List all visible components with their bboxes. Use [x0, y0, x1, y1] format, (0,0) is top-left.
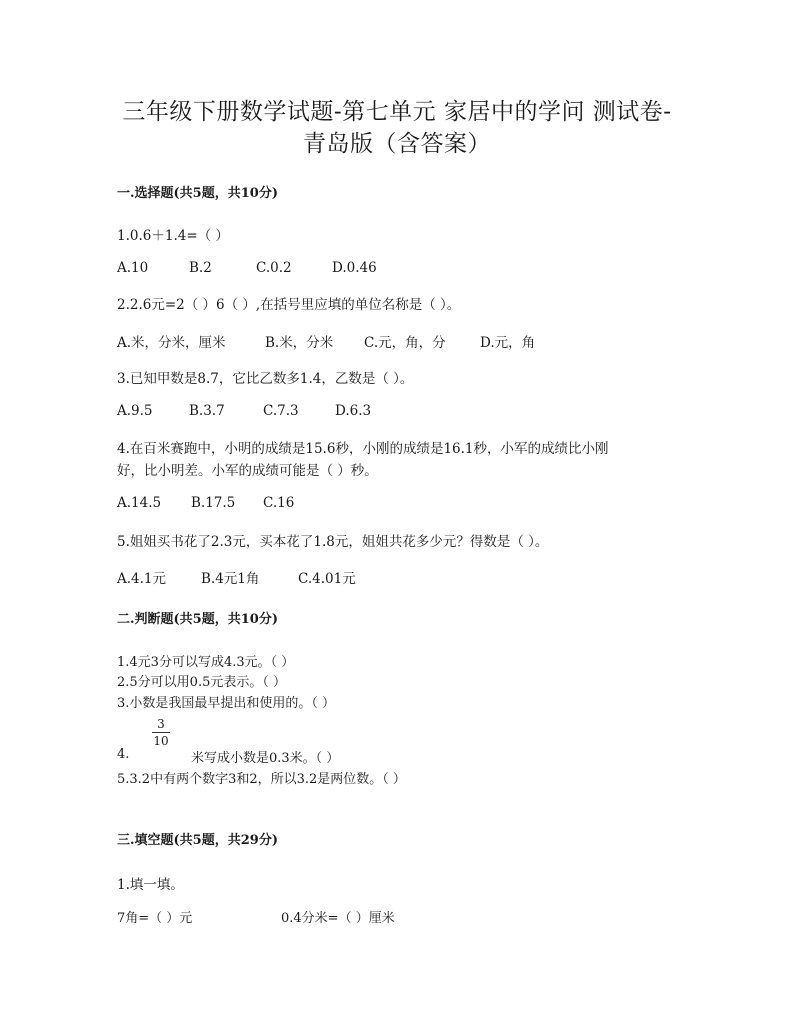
section-heading-judge: 二.判断题(共5题，共10分) — [117, 612, 278, 627]
choice-q2-option-d: D.元，角 — [480, 335, 536, 351]
title-line-2: 青岛版（含答案） — [303, 131, 491, 157]
choice-q2-options — [117, 331, 535, 351]
choice-q5-option-b: B.4元1角 — [201, 571, 260, 587]
judge-q4-fraction — [152, 717, 170, 748]
choice-q1-option-a: A.10 — [117, 260, 149, 276]
choice-q1-option-b: B.2 — [189, 260, 212, 276]
choice-q3-stem: 3.已知甲数是8.7，它比乙数多1.4，乙数是（ ）。 — [117, 371, 414, 387]
fraction-denominator: 10 — [153, 734, 169, 748]
choice-q3-option-b: B.3.7 — [189, 403, 225, 419]
choice-q4-option-b: B.17.5 — [191, 495, 236, 511]
choice-q3-option-d: D.6.3 — [335, 403, 372, 419]
choice-q1-option-d: D.0.46 — [332, 260, 377, 276]
choice-q3-option-a: A.9.5 — [117, 403, 153, 419]
fill-q1-stem: 1.填一填。 — [117, 877, 184, 893]
choice-q2-option-c: C.元，角，分 — [364, 335, 446, 351]
choice-q5-stem: 5.姐姐买书花了2.3元，买本花了1.8元，姐姐共花多少元？得数是（ ）。 — [117, 534, 549, 550]
judge-q1: 1.4元3分可以写成4.3元。（ ） — [117, 655, 295, 670]
fill-item-b: 0.4分米=（ ）厘米 — [281, 911, 395, 926]
choice-q2-option-a: A.米，分米，厘米 — [117, 335, 226, 351]
judge-q2: 2.5分可以用0.5元表示。（ ） — [117, 675, 286, 690]
choice-q1-option-c: C.0.2 — [256, 260, 292, 276]
choice-q1-stem: 1.0.6＋1.4=（ ） — [117, 228, 229, 244]
judge-q5: 5.3.2中有两个数字3和2，所以3.2是两位数。（ ） — [117, 772, 406, 787]
section-heading-choice: 一.选择题(共5题，共10分) — [117, 186, 278, 201]
choice-q4-stem-line-1: 4.在百米赛跑中，小明的成绩是15.6秒，小刚的成绩是16.1秒，小军的成绩比小刚 — [117, 441, 609, 457]
judge-q4-text: 米写成小数是0.3米。（ ） — [191, 751, 340, 766]
choice-q1-options — [117, 260, 377, 276]
choice-q2-option-b: B.米，分米 — [265, 335, 334, 351]
choice-q4-option-a: A.14.5 — [117, 495, 162, 511]
choice-q3-option-c: C.7.3 — [263, 403, 299, 419]
choice-q4-option-c: C.16 — [263, 495, 295, 511]
fraction-numerator: 3 — [157, 717, 165, 731]
section-heading-fill: 三.填空题(共5题，共29分) — [117, 833, 278, 848]
title-line-1: 三年级下册数学试题-第七单元 家居中的学问 测试卷- — [122, 99, 672, 125]
fill-item-a: 7角=（ ）元 — [117, 911, 193, 926]
fraction-bar — [152, 732, 170, 733]
judge-q4-number: 4. — [117, 747, 130, 762]
choice-q4-options — [117, 495, 294, 511]
choice-q3-options — [117, 403, 371, 419]
choice-q5-options — [117, 567, 356, 587]
page-title — [90, 96, 704, 160]
choice-q2-stem: 2.2.6元=2（ ）6（ ）,在括号里应填的单位名称是（ ）。 — [117, 297, 461, 313]
choice-q4-stem-line-2: 好，比小明差。小军的成绩可能是（ ）秒。 — [117, 463, 378, 479]
choice-q5-option-a: A.4.1元 — [117, 571, 167, 587]
judge-q3: 3.小数是我国最早提出和使用的。（ ） — [117, 696, 336, 711]
choice-q5-option-c: C.4.01元 — [298, 571, 356, 587]
